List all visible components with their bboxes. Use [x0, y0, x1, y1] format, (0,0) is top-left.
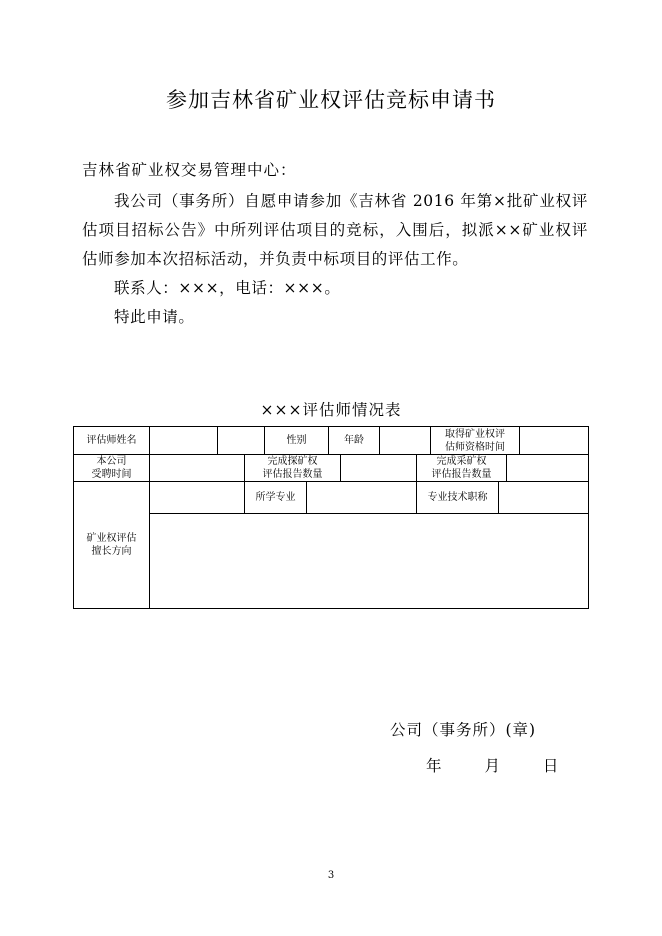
table-col-divider: [340, 454, 341, 482]
label-specialty: 矿业权评估 擅长方向: [86, 533, 137, 557]
label-mining-reports: 完成采矿权 评估报告数量: [431, 456, 492, 480]
label-qualification-time: 取得矿业权评 估师资格时间: [445, 428, 505, 453]
date-line: [426, 754, 596, 776]
table-border-bottom: [73, 608, 589, 609]
salutation: 吉林省矿业权交易管理中心：: [82, 161, 297, 179]
table-col-divider: [149, 481, 150, 609]
label-age: 年龄: [344, 435, 364, 446]
table-border-right: [588, 426, 589, 609]
table-row-divider: [149, 513, 589, 514]
table-col-divider: [519, 426, 520, 454]
body-paragraph-contact: 联系人：×××，电话：×××。: [114, 279, 341, 297]
label-gender: 性别: [286, 435, 307, 446]
date-month: 月: [484, 757, 500, 775]
table-col-divider: [306, 481, 307, 514]
table-row-divider: [73, 481, 589, 482]
company-seal-line: 公司（事务所）(章): [390, 721, 537, 739]
label-major: 所学专业: [255, 492, 296, 503]
document-title: 参加吉林省矿业权评估竞标申请书: [166, 88, 496, 112]
table-col-divider: [379, 426, 380, 454]
date-year: 年: [426, 757, 442, 775]
table-col-divider: [149, 454, 150, 482]
body-paragraph-main: 我公司（事务所）自愿申请参加《吉林省 2016 年第×批矿业权评估项目招标公告》中所列评估项目的竞标，入围后，拟派××矿业权评估师参加本次招标活动，并负责中标项目的评估工作。: [82, 192, 588, 268]
label-technical-title: 专业技术职称: [427, 492, 488, 503]
date-day: 日: [542, 757, 559, 775]
label-appraiser-name: 评估师姓名: [86, 435, 137, 446]
body-paragraph-closing: 特此申请。: [114, 308, 195, 326]
table-col-divider: [498, 481, 499, 514]
label-exploration-reports: 完成探矿权 评估报告数量: [262, 456, 323, 480]
table-col-divider: [217, 426, 218, 454]
application-body: [82, 187, 588, 332]
table-title: ×××评估师情况表: [260, 401, 402, 419]
table-col-divider: [149, 426, 150, 454]
appraiser-info-table: [73, 426, 589, 609]
page-number: 3: [327, 870, 335, 881]
table-col-divider: [506, 454, 507, 482]
label-hire-time: 本公司 受聘时间: [91, 456, 132, 480]
